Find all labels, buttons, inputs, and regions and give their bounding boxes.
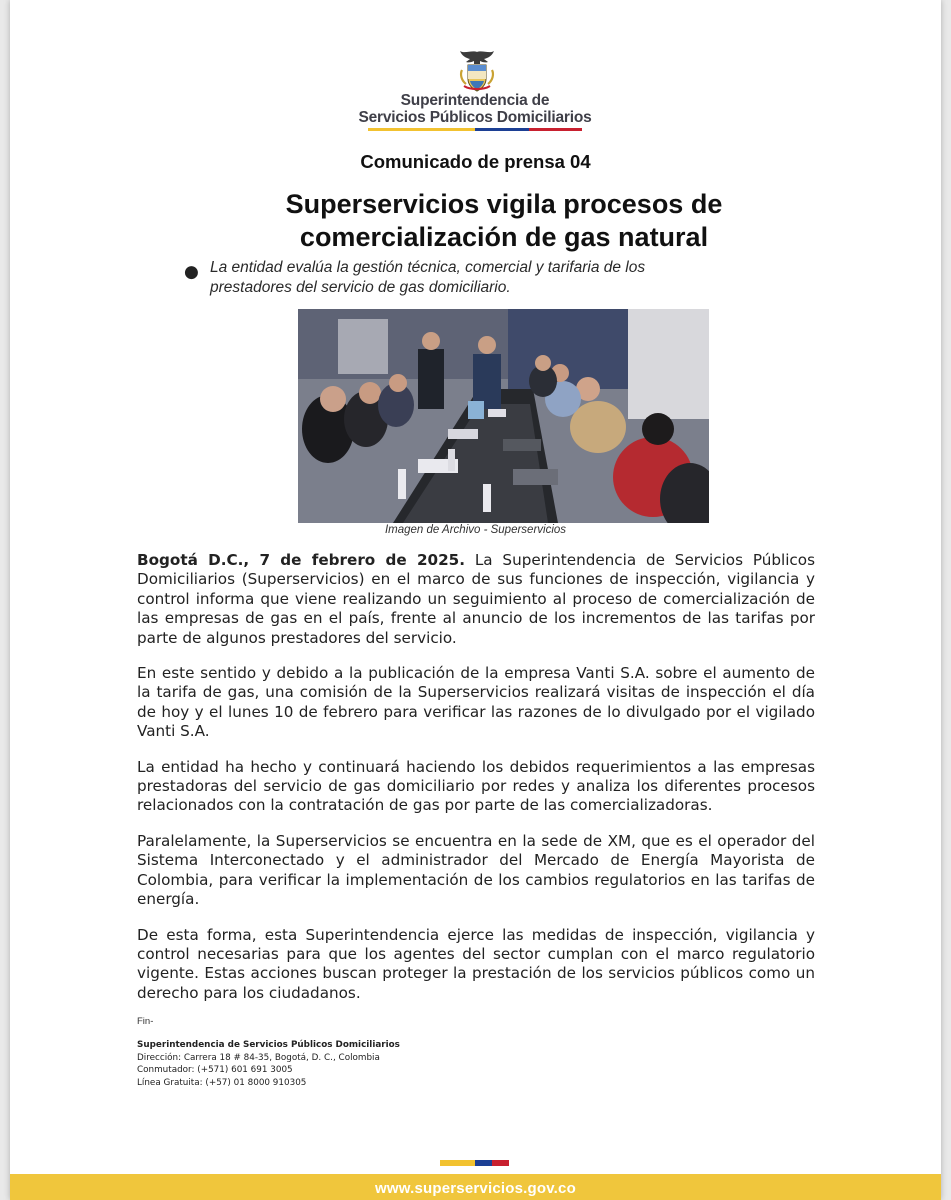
contact-address: Dirección: Carrera 18 # 84-35, Bogotá, D. C., Colombia [137,1052,380,1063]
headline [190,188,818,254]
contact-org: Superintendencia de Servicios Públicos Domiciliarios [137,1040,400,1050]
headline-line-2: comercialización de gas natural [299,222,709,252]
paragraph-1-text: La Superintendencia de Servicios Públicos Domiciliarios (Superservicios) en el marco de sus funciones de inspección, vigilancia y control informa que viene realizando un seguimiento al proceso de comercialización de las empresas de gas en el país, frente al anuncio de los incrementos de las tarifas por parte de algunos prestadores del servicio. [137,551,815,647]
org-name-line-2: Servicios Públicos Domiciliarios [358,109,592,126]
summary-bullet [210,258,730,298]
paragraph-5: De esta forma, esta Superintendencia ejerce las medidas de inspección, vigilancia y control necesarias para que los agentes del sector cumplan con el marco regulatorio vigente. Estas acciones buscan proteger la prestación de los servicios públicos como un derecho para los ciudadanos. [137,925,815,1002]
bullet-icon: ● [184,262,199,282]
release-number: Comunicado de prensa 04 [360,151,591,172]
footer-flag-rule [440,1160,509,1166]
end-mark: Fin- [137,1016,154,1027]
flag-color-rule [368,128,582,131]
flag-yellow-segment [440,1160,457,1166]
flag-red-segment [492,1160,509,1166]
org-name-line-1: Superintendencia de [400,92,550,109]
summary-line-2: prestadores del servicio de gas domiciliario. [210,279,511,296]
press-release-page [10,0,941,1200]
contact-toll-free: Línea Gratuita: (+57) 01 8000 910305 [137,1077,307,1088]
organization-name [340,92,610,126]
flag-red-segment [529,128,583,131]
footer-website-link[interactable]: www.superservicios.gov.co [375,1180,576,1197]
flag-blue-segment [475,128,529,131]
paragraph-1 [137,551,815,648]
dateline: Bogotá D.C., 7 de febrero de 2025. [137,551,466,569]
paragraph-4: Paralelamente, la Superservicios se encuentra en la sede de XM, que es el operador del Sistema Interconectado y el administrador del Mercado de Energía Mayorista de Colombia, para verificar la implementación de los cambios regulatorios en las tarifas de energía. [137,831,815,909]
colombia-coat-of-arms-icon [452,48,502,94]
flag-blue-segment [475,1160,492,1166]
paragraph-2: En este sentido y debido a la publicación de la empresa Vanti S.A. sobre el aumento de la tarifa de gas, una comisión de la Superservicios realizará visitas de inspección el día de hoy y el lunes 10 de febrero para verificar las razones de lo divulgado por el vigilado Vanti S.A. [137,664,815,741]
headline-line-1: Superservicios vigila procesos de [285,189,723,219]
flag-yellow-segment [422,128,476,131]
flag-yellow-segment [368,128,422,131]
paragraph-3: La entidad ha hecho y continuará haciendo los debidos requerimientos a las empresas prestadoras del servicio de gas domiciliario por redes y analiza los diferentes procesos relacionados con la contratación de gas por parte de las comercializadoras. [137,757,815,815]
summary-line-1: La entidad evalúa la gestión técnica, comercial y tarifaria de los [210,259,646,276]
contact-phone: Conmutador: (+571) 601 691 3005 [137,1065,293,1076]
flag-yellow-segment [457,1160,474,1166]
contact-block [137,1039,400,1089]
article-body [137,551,815,1019]
photo-caption: Imagen de Archivo - Superservicios [384,524,567,536]
meeting-photo [298,309,709,523]
